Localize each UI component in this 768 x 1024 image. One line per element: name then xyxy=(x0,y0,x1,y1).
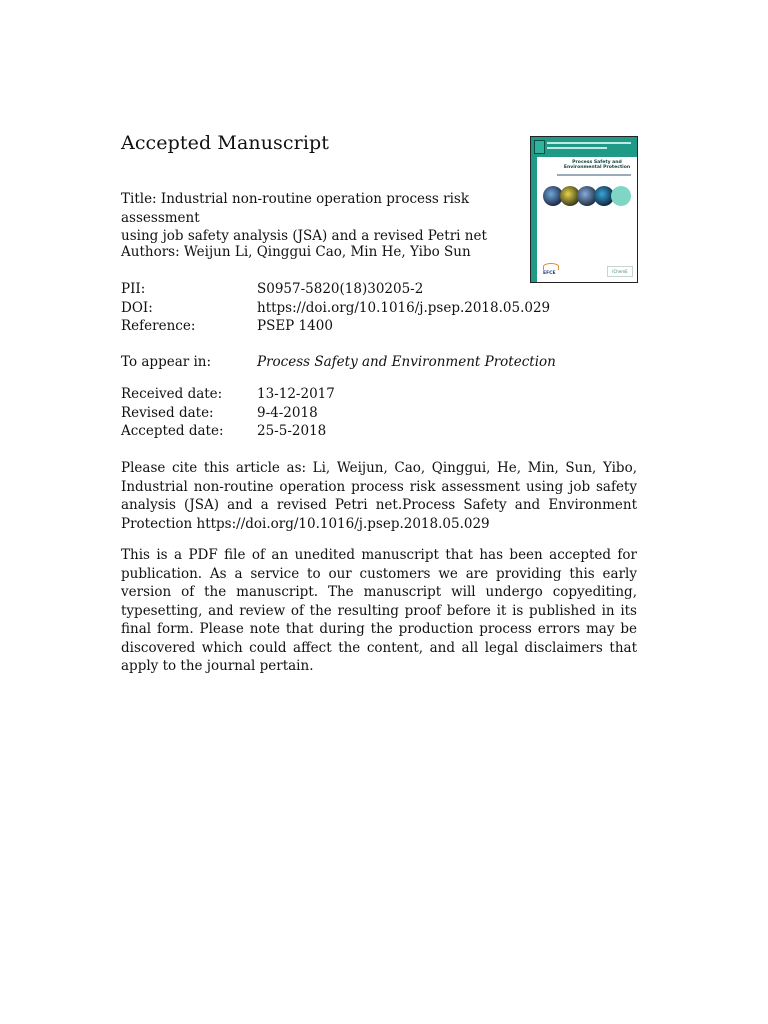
revised-date-row xyxy=(121,404,641,423)
received-date-row xyxy=(121,385,641,404)
doi-link[interactable]: https://doi.org/10.1016/j.psep.2018.05.029 xyxy=(257,299,551,316)
doi-label: DOI: xyxy=(121,299,153,316)
appear-in-row xyxy=(121,353,641,372)
pii-label: PII: xyxy=(121,281,146,297)
meta-row-doi xyxy=(121,299,641,318)
reference-label: Reference: xyxy=(121,318,196,334)
accepted-label: Accepted date: xyxy=(121,423,224,439)
revised-value: 9-4-2018 xyxy=(257,404,318,421)
icheme-logo-icon: IChemE xyxy=(607,266,633,277)
pii-value: S0957-5820(18)30205-2 xyxy=(257,281,424,297)
revised-label: Revised date: xyxy=(121,404,214,421)
meta-row-reference xyxy=(121,317,641,336)
appear-label: To appear in: xyxy=(121,354,212,370)
disclaimer-paragraph: This is a PDF file of an unedited manuscript that has been accepted for publication. As a service to our customers we are providing this early version of the manuscript. The manuscript will undergo copyediting, typesetting, and review of the resulting proof before it is published in its final form. Please note that during the production process errors may be discovered which could affect the content, and all legal disclaimers that apply to the journal pertain. xyxy=(121,547,637,674)
journal-name: Process Safety and Environment Protection xyxy=(257,354,556,370)
metadata-table xyxy=(121,280,641,336)
accepted-value: 25-5-2018 xyxy=(257,423,327,439)
cover-journal-title: Process Safety and Environmental Protection xyxy=(563,160,631,171)
citation-paragraph: Please cite this article as: Li, Weijun, Cao, Qinggui, He, Min, Sun, Yibo, Industrial non-routine operation process risk assessment using job safety analysis (JSA) and a revised Petri net.Process Safety and Environment Protection https://doi.org/10.1016/j.psep.2018.05.029 xyxy=(121,460,637,532)
journal-cover-image xyxy=(530,136,638,283)
title-line-2: using job safety analysis (JSA) and a revised Petri net xyxy=(121,228,487,244)
accepted-date-row xyxy=(121,422,641,441)
received-value: 13-12-2017 xyxy=(257,386,335,402)
reference-value: PSEP 1400 xyxy=(257,318,333,334)
page-heading: Accepted Manuscript xyxy=(121,132,329,154)
title-line-1: Title: Industrial non-routine operation process risk assessment xyxy=(121,191,470,226)
article-title xyxy=(121,190,501,246)
cover-header-band xyxy=(531,137,637,157)
elsevier-logo-icon xyxy=(534,140,545,154)
authors-line: Authors: Weijun Li, Qinggui Cao, Min He, Yibo Sun xyxy=(121,244,471,260)
efce-logo-icon: EFCE xyxy=(543,263,559,276)
received-label: Received date: xyxy=(121,386,223,402)
dates-table xyxy=(121,385,641,441)
cover-images-icon xyxy=(543,186,637,208)
